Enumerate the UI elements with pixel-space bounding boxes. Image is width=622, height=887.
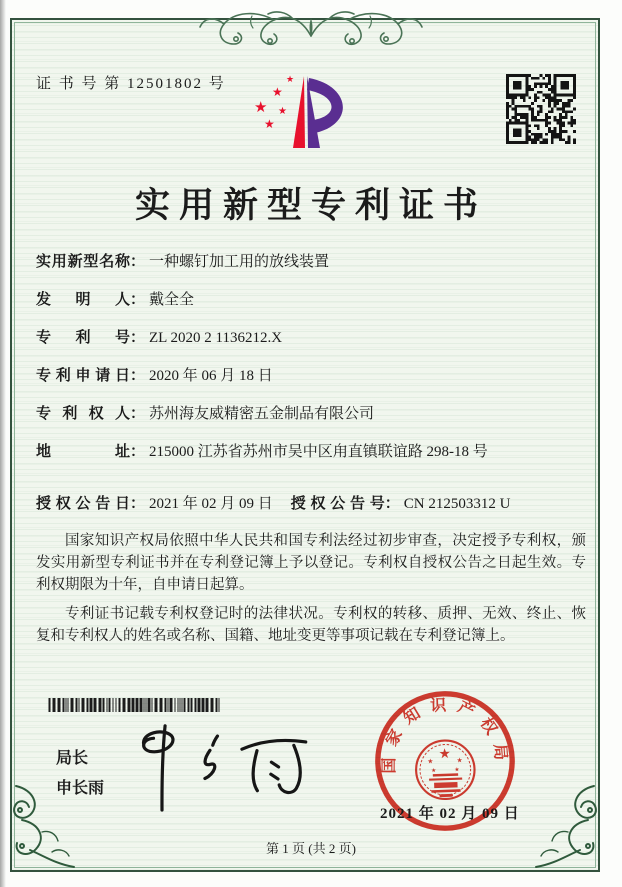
svg-text:★: ★	[278, 106, 287, 117]
svg-text:★: ★	[438, 745, 452, 762]
svg-text:★: ★	[454, 767, 460, 774]
certificate-title: 实用新型专利证书	[134, 186, 487, 225]
handwritten-signature-icon	[112, 716, 327, 816]
grant-date-group	[36, 492, 273, 513]
field-colon: ：	[130, 368, 146, 384]
svg-text:★: ★	[427, 758, 434, 766]
grant-date-label: 授权公告日	[36, 496, 130, 512]
svg-text:★: ★	[264, 117, 275, 131]
cnipa-logo-icon	[242, 62, 377, 170]
scan-edge-shadow	[0, 0, 6, 887]
decree-paragraph: 专利证书记载专利权登记时的法律状况。专利权的转移、质押、无效、终止、恢复和专利权人的姓名或名称、国籍、地址变更等事项记载在专利登记簿上。	[36, 606, 586, 644]
grant-date-value: 2021 年 02 月 09 日	[149, 496, 273, 512]
field-label: 专利权人	[36, 406, 130, 422]
field-label: 专利号	[36, 330, 130, 346]
field-value: 215000 江苏省苏州市吴中区甪直镇联谊路 298-18 号	[149, 444, 488, 460]
page-footer: 第 1 页 (共 2 页)	[266, 841, 356, 856]
field-colon: ：	[130, 406, 146, 422]
field-list	[36, 250, 592, 478]
field-value: 一种螺钉加工用的放线装置	[149, 254, 330, 270]
field-row-patentee	[36, 402, 592, 423]
barcode	[48, 698, 224, 712]
grant-row	[36, 492, 592, 513]
decree-text	[36, 530, 586, 654]
qr-code	[506, 74, 576, 144]
corner-ornament-right-icon	[530, 780, 602, 875]
field-colon: ：	[130, 444, 146, 460]
field-label: 专利申请日	[36, 368, 130, 384]
svg-text:国家知识产权局: 国家知识产权局	[381, 696, 510, 774]
svg-text:★: ★	[286, 74, 295, 84]
svg-text:★: ★	[272, 85, 283, 99]
field-value: 戴全全	[149, 292, 195, 308]
field-label: 实用新型名称	[36, 254, 130, 270]
top-flourish-ornament-icon	[196, 6, 426, 52]
field-colon: ：	[130, 496, 146, 512]
field-label: 地址	[36, 444, 130, 460]
decree-paragraph: 国家知识产权局依照中华人民共和国专利法经过初步审查，决定授予专利权，颁发实用新型专利证书并在专利登记簿上予以登记。专利权自授权公告之日起生效。专利权期限为十年，自申请日起算。	[36, 533, 586, 593]
signer-block	[56, 744, 104, 804]
field-value: 苏州海友威精密五金制品有限公司	[149, 406, 375, 422]
field-colon: ：	[130, 254, 146, 270]
field-row-filing-date	[36, 364, 592, 385]
field-colon: ：	[130, 292, 146, 308]
svg-text:★: ★	[456, 757, 463, 765]
grant-number-label: 授权公告号	[290, 496, 385, 512]
grant-number-group	[291, 492, 511, 513]
signer-title-label: 局长	[56, 750, 89, 767]
svg-text:★: ★	[254, 100, 268, 116]
field-colon: ：	[384, 496, 400, 512]
svg-text:★: ★	[430, 768, 437, 775]
field-value: ZL 2020 2 1136212.X	[149, 330, 283, 346]
signer-name: 申长雨	[56, 780, 105, 797]
certificate-number: 证 书 号 第 12501802 号	[36, 76, 226, 92]
field-row-patent-number	[36, 326, 592, 347]
field-row-name	[36, 250, 592, 271]
field-row-inventor	[36, 288, 592, 309]
seal-date: 2021 年 02 月 09 日	[380, 806, 520, 822]
grant-number-value: CN 212503312 U	[403, 496, 511, 512]
field-colon: ：	[130, 330, 146, 346]
field-value: 2020 年 06 月 18 日	[149, 368, 273, 384]
field-label: 发明人	[36, 292, 130, 308]
national-emblem-icon	[415, 740, 475, 800]
field-row-address	[36, 440, 592, 461]
